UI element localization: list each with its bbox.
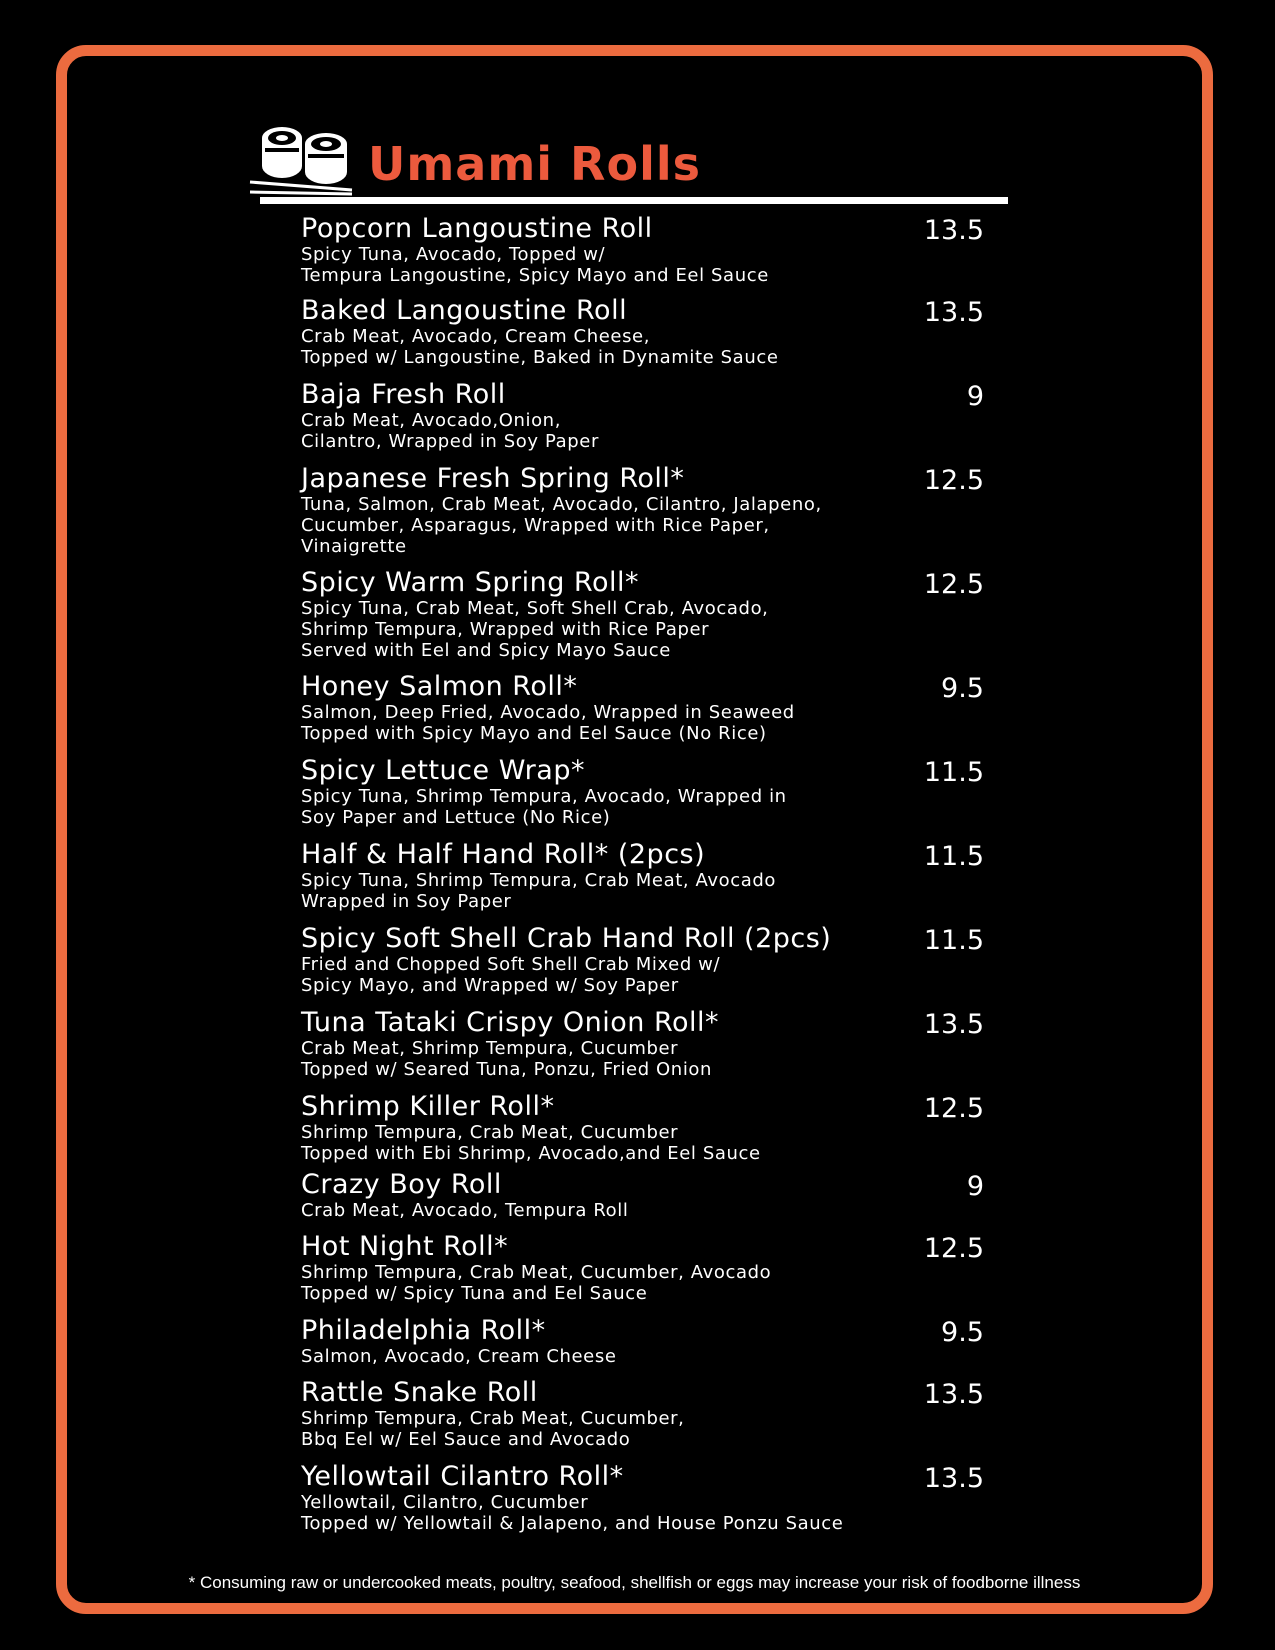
item-name: Shrimp Killer Roll* [301, 1091, 555, 1122]
menu-item [301, 672, 991, 756]
menu-item [301, 380, 991, 464]
item-name: Honey Salmon Roll* [301, 671, 578, 702]
menu-item [301, 464, 991, 568]
item-description: Salmon, Deep Fried, Avocado, Wrapped in Seaweed Topped with Spicy Mayo and Eel Sauce (No Rice) [301, 702, 795, 744]
item-name: Spicy Soft Shell Crab Hand Roll (2pcs) [301, 923, 832, 954]
item-price: 12.5 [923, 1093, 984, 1124]
item-description: Crab Meat, Shrimp Tempura, Cucumber Topped w/ Seared Tuna, Ponzu, Fried Onion [301, 1038, 713, 1080]
item-description: Spicy Tuna, Crab Meat, Soft Shell Crab, Avocado, Shrimp Tempura, Wrapped with Rice Paper Served with Eel and Spicy Mayo Sauce [301, 598, 769, 661]
item-name: Hot Night Roll* [301, 1231, 509, 1262]
item-description: Spicy Tuna, Avocado, Topped w/ Tempura Langoustine, Spicy Mayo and Eel Sauce [301, 244, 769, 286]
item-price: 13.5 [923, 1009, 984, 1040]
item-name: Yellowtail Cilantro Roll* [301, 1461, 624, 1492]
item-description: Shrimp Tempura, Crab Meat, Cucumber, Avocado Topped w/ Spicy Tuna and Eel Sauce [301, 1262, 772, 1304]
menu-item [301, 756, 991, 840]
menu-item [301, 1462, 991, 1546]
item-description: Crab Meat, Avocado,Onion, Cilantro, Wrapped in Soy Paper [301, 410, 599, 452]
item-description: Shrimp Tempura, Crab Meat, Cucumber Topped with Ebi Shrimp, Avocado,and Eel Sauce [301, 1122, 761, 1164]
item-price: 9.5 [941, 673, 984, 704]
raw-food-disclaimer: * Consuming raw or undercooked meats, poultry, seafood, shellfish or eggs may increase your risk of foodborne illness [188, 1573, 1081, 1592]
menu-header [248, 120, 1008, 206]
sushi-rolls-chopsticks-icon [248, 120, 356, 202]
item-price: 13.5 [923, 1379, 984, 1410]
item-price: 12.5 [923, 465, 984, 496]
item-description: Spicy Tuna, Shrimp Tempura, Avocado, Wrapped in Soy Paper and Lettuce (No Rice) [301, 786, 787, 828]
menu-item [301, 924, 991, 1008]
item-price: 11.5 [923, 925, 984, 956]
menu-item-list [301, 214, 991, 1546]
item-price: 12.5 [923, 1233, 984, 1264]
item-name: Tuna Tataki Crispy Onion Roll* [301, 1007, 720, 1038]
item-name: Philadelphia Roll* [301, 1315, 546, 1346]
item-price: 13.5 [923, 297, 984, 328]
item-description: Shrimp Tempura, Crab Meat, Cucumber, Bbq Eel w/ Eel Sauce and Avocado [301, 1408, 685, 1450]
item-name: Crazy Boy Roll [301, 1169, 502, 1200]
menu-item [301, 214, 991, 296]
item-name: Spicy Warm Spring Roll* [301, 567, 639, 598]
menu-item [301, 1316, 991, 1378]
item-name: Half & Half Hand Roll* (2pcs) [301, 839, 706, 870]
item-name: Spicy Lettuce Wrap* [301, 755, 585, 786]
item-price: 13.5 [923, 215, 984, 246]
menu-item [301, 1092, 991, 1170]
item-description: Fried and Chopped Soft Shell Crab Mixed w/ Spicy Mayo, and Wrapped w/ Soy Paper [301, 954, 721, 996]
item-description: Yellowtail, Cilantro, Cucumber Topped w/ Yellowtail & Jalapeno, and House Ponzu Sauce [301, 1492, 844, 1534]
menu-item [301, 568, 991, 672]
menu-item [301, 1170, 991, 1232]
item-price: 12.5 [923, 569, 984, 600]
item-price: 9.5 [941, 1317, 984, 1348]
item-description: Spicy Tuna, Shrimp Tempura, Crab Meat, Avocado Wrapped in Soy Paper [301, 870, 777, 912]
menu-item [301, 840, 991, 924]
item-price: 13.5 [923, 1463, 984, 1494]
item-description: Salmon, Avocado, Cream Cheese [301, 1346, 617, 1367]
item-price: 11.5 [923, 841, 984, 872]
item-name: Japanese Fresh Spring Roll* [301, 463, 685, 494]
item-name: Baked Langoustine Roll [301, 295, 628, 326]
item-name: Baja Fresh Roll [301, 379, 506, 410]
title-underline [260, 197, 1008, 204]
menu-item [301, 1008, 991, 1092]
menu-item [301, 1378, 991, 1462]
item-price: 9 [966, 381, 984, 412]
item-price: 9 [966, 1171, 984, 1202]
menu-item [301, 1232, 991, 1316]
item-name: Popcorn Langoustine Roll [301, 213, 653, 244]
menu-item [301, 296, 991, 380]
item-description: Crab Meat, Avocado, Cream Cheese, Topped w/ Langoustine, Baked in Dynamite Sauce [301, 326, 779, 368]
menu-title: Umami Rolls [368, 137, 701, 191]
item-name: Rattle Snake Roll [301, 1377, 538, 1408]
item-price: 11.5 [923, 757, 984, 788]
item-description: Crab Meat, Avocado, Tempura Roll [301, 1200, 629, 1221]
item-description: Tuna, Salmon, Crab Meat, Avocado, Cilantro, Jalapeno, Cucumber, Asparagus, Wrapped with Rice Paper, Vinaigrette [301, 494, 822, 557]
